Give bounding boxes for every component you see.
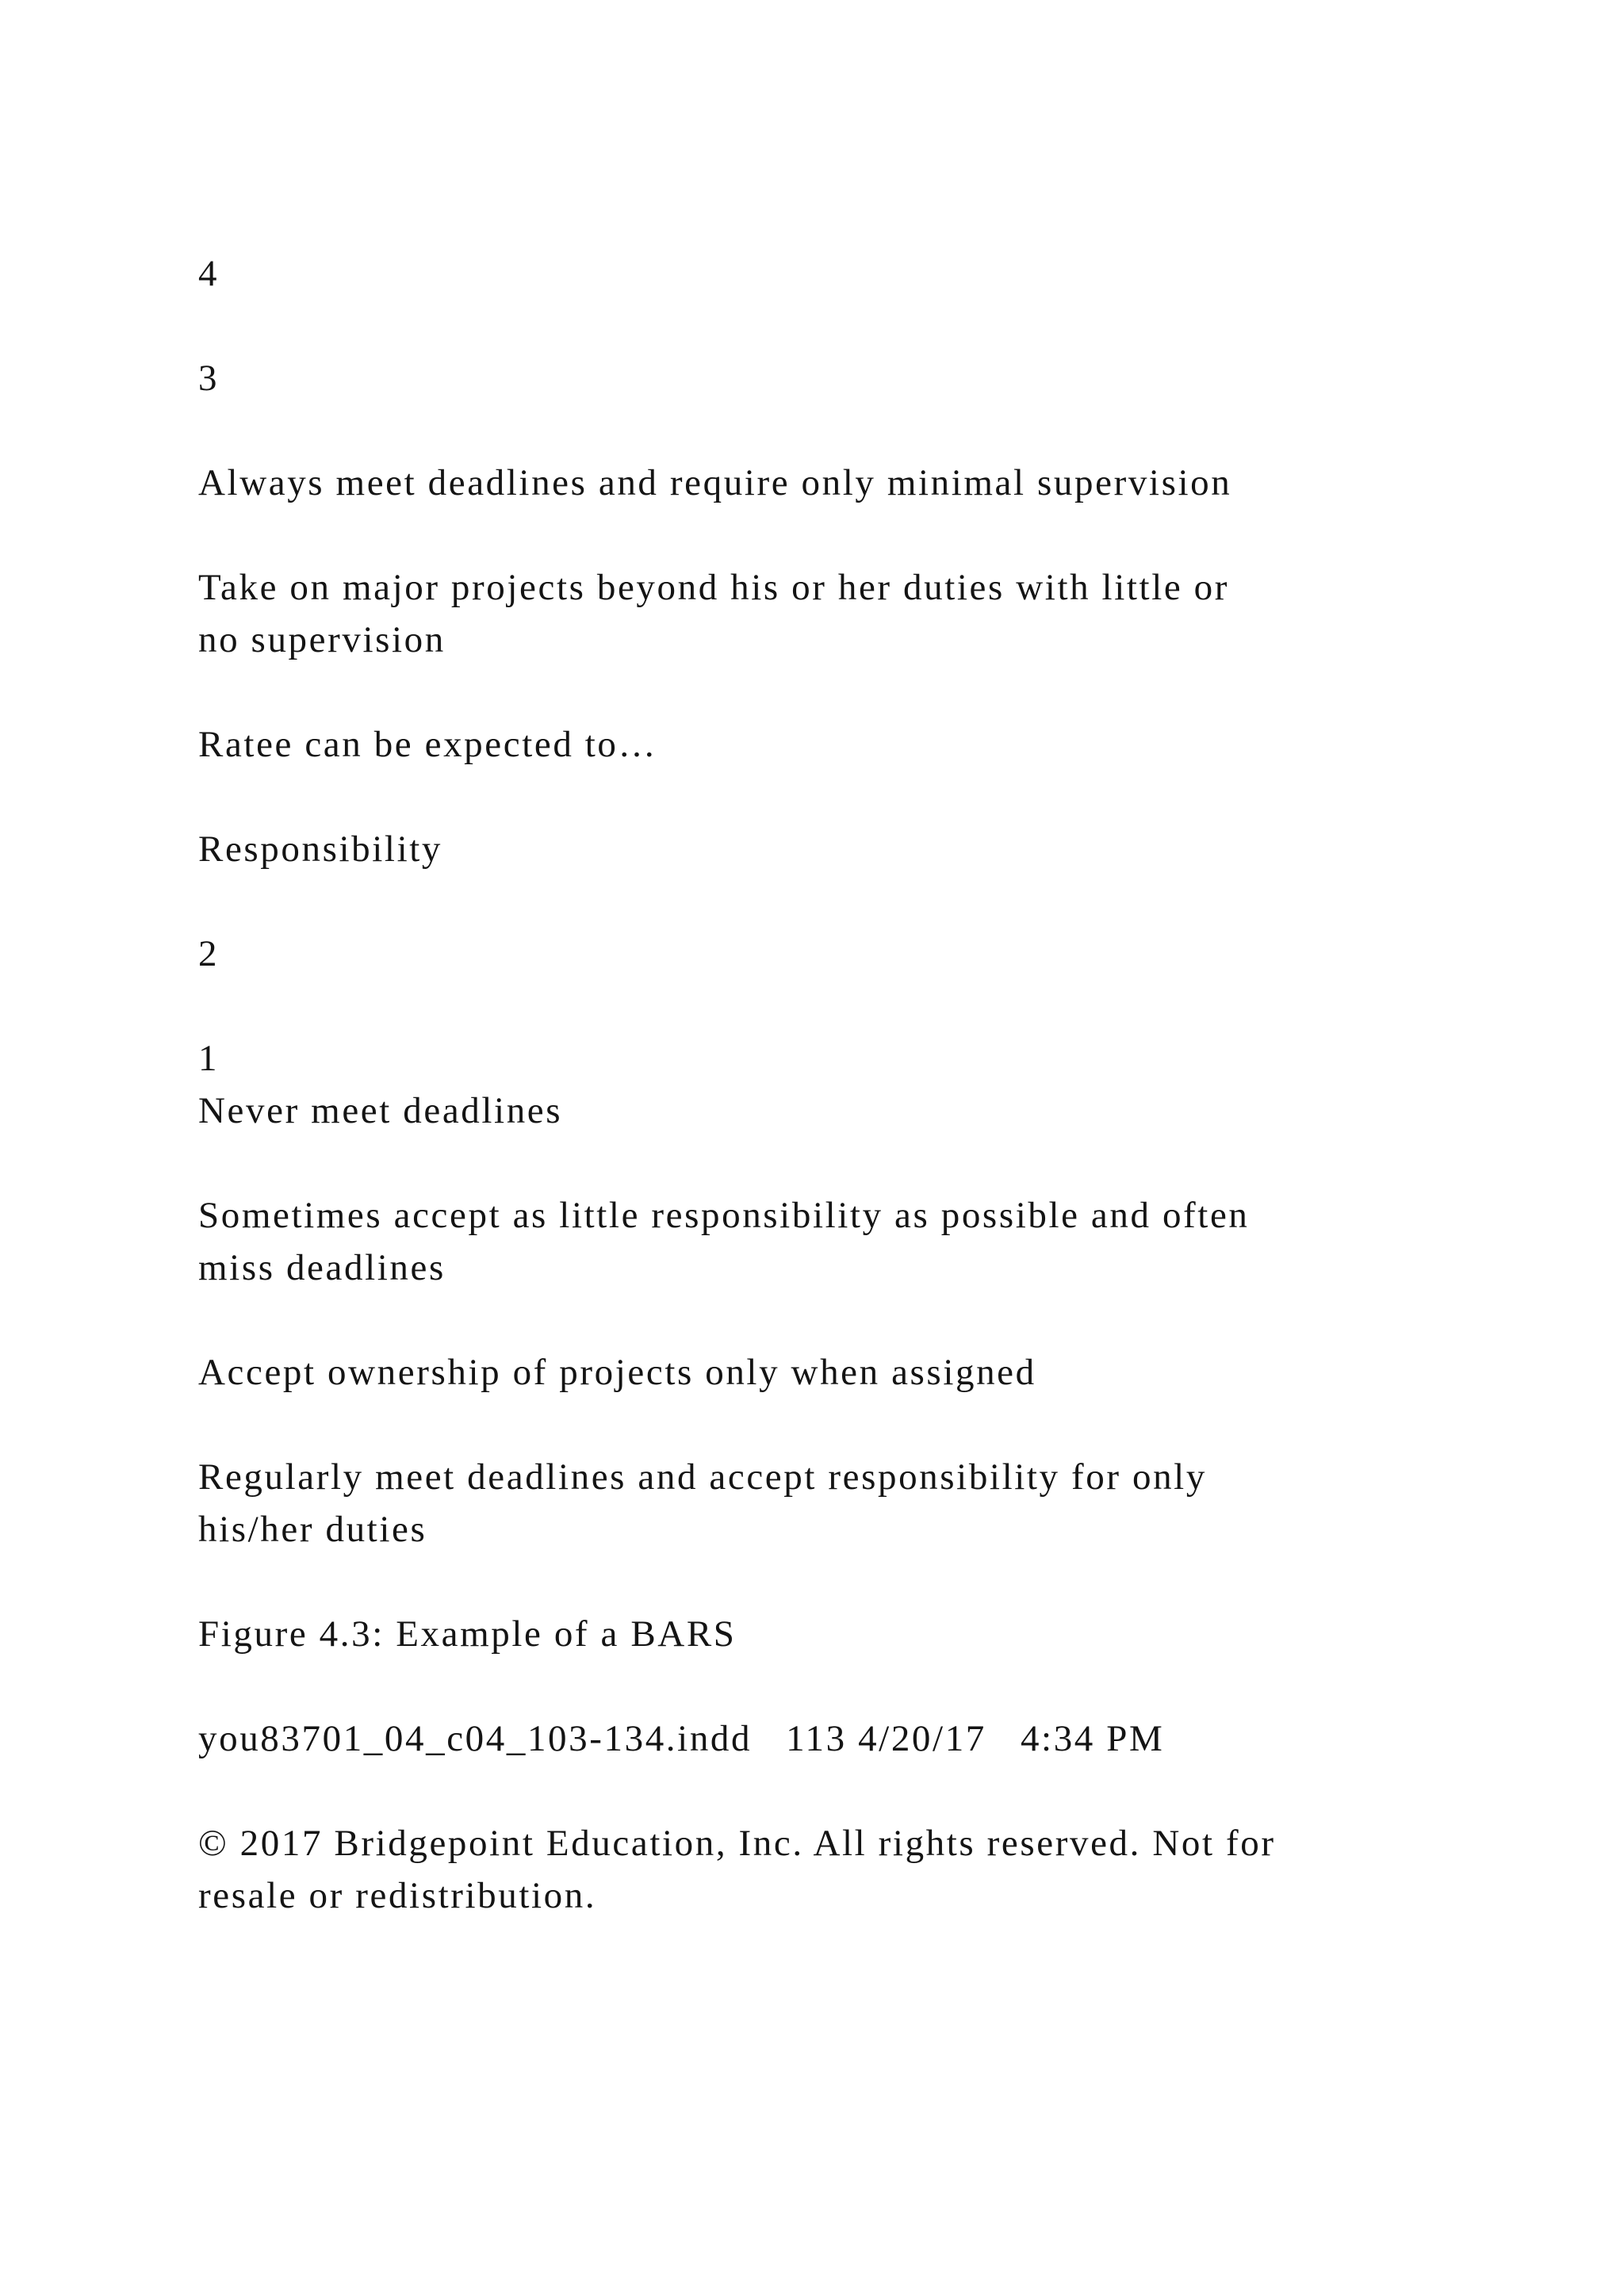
- scale-value-2: 2: [198, 933, 220, 974]
- anchor-text: Sometimes accept as little responsibility as possible and often miss deadlines: [198, 1195, 1250, 1288]
- rating-prompt: Ratee can be expected to…: [198, 724, 658, 765]
- dimension-label: Responsibility: [198, 828, 442, 870]
- document-page: [198, 247, 1435, 1974]
- anchor-text: Always meet deadlines and require only minimal supervision: [198, 462, 1232, 503]
- figure-caption: Figure 4.3: Example of a BARS: [198, 1613, 737, 1655]
- anchor-text: Regularly meet deadlines and accept responsibility for only his/her duties: [198, 1456, 1207, 1550]
- anchor-text: Never meet deadlines: [198, 1090, 563, 1131]
- copyright-notice: © 2017 Bridgepoint Education, Inc. All rights reserved. Not for resale or redistribution.: [198, 1823, 1276, 1916]
- anchor-text: Accept ownership of projects only when assigned: [198, 1352, 1036, 1393]
- file-info-line: you83701_04_c04_103-134.indd 113 4/20/17 4:34 PM: [198, 1718, 1165, 1759]
- scale-value-1: 1: [198, 1038, 220, 1079]
- anchor-text: Take on major projects beyond his or her duties with little or no supervision: [198, 567, 1230, 660]
- scale-value-4: 4: [198, 253, 220, 294]
- scale-value-3: 3: [198, 358, 220, 399]
